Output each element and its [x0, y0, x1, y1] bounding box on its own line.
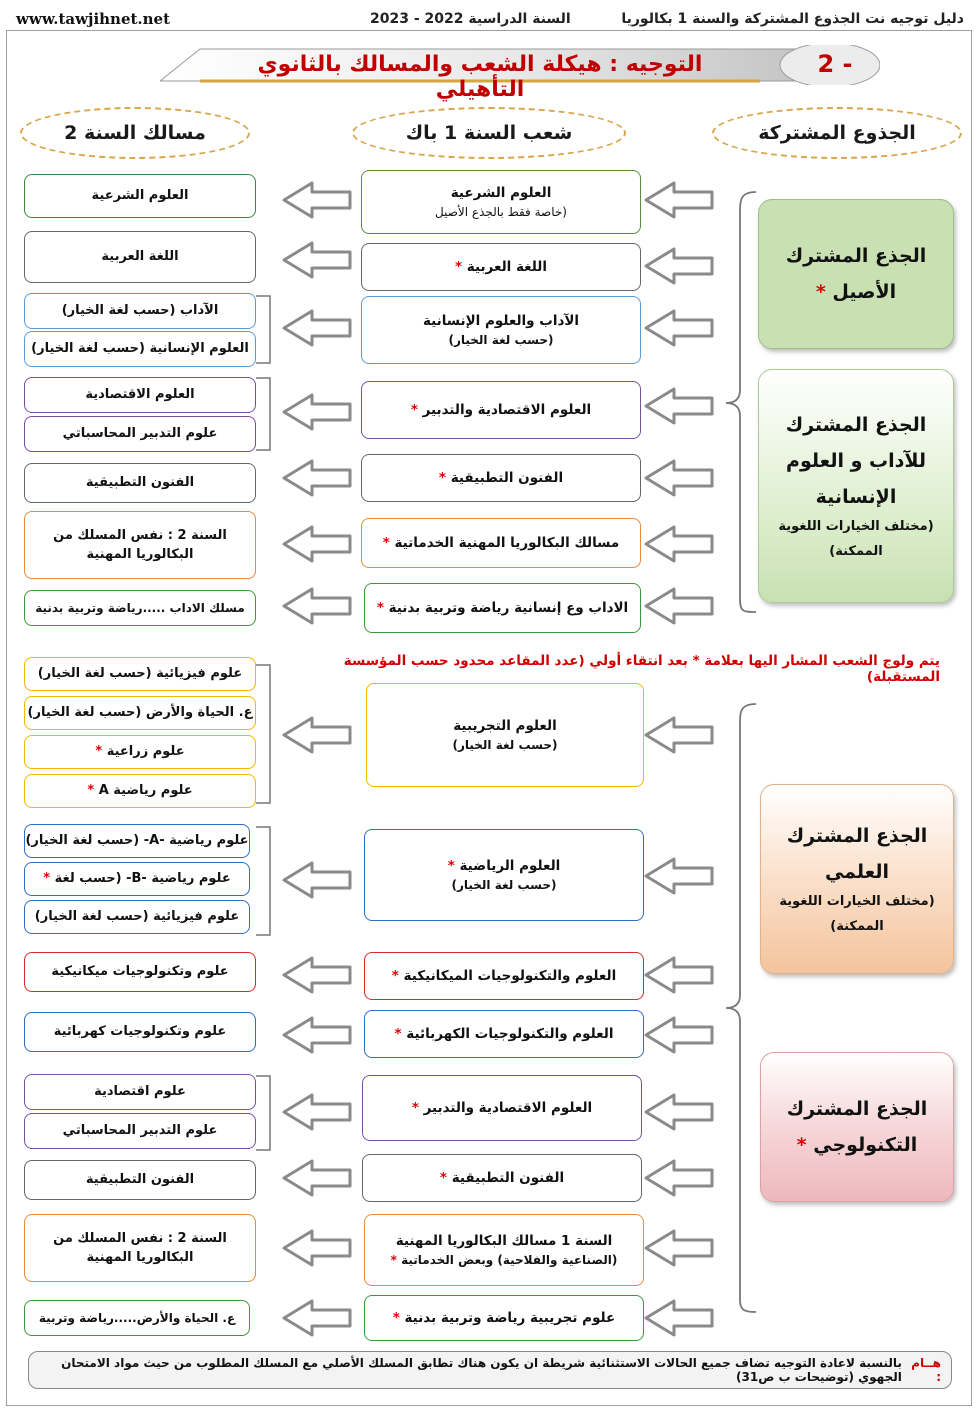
y1-eco2-title: العلوم الاقتصادية والتدبير — [423, 1099, 593, 1116]
y1-mech-star: * — [391, 967, 399, 984]
arrow-trunk-letters — [646, 311, 712, 345]
trunk-original-star: * — [815, 281, 826, 303]
y2-agri-star: * — [95, 744, 103, 760]
y2-math-b-star: * — [43, 871, 51, 887]
y1-prof2-sub-wrap — [391, 1251, 618, 1269]
arrow-y1-elec — [284, 1018, 350, 1052]
trunk-science — [760, 784, 954, 974]
y1-arabic-wrap — [455, 257, 547, 277]
y1-sharia — [361, 170, 641, 234]
y2-prof2 — [24, 1214, 256, 1282]
arrow-trunk-arabic — [646, 249, 712, 283]
y2-prof — [24, 511, 256, 579]
guide-title: دليل توجيه نت الجذوع المشتركة والسنة 1 بكالوريا — [621, 11, 964, 27]
y1-arabic-title: اللغة العربية — [466, 258, 547, 275]
arrow-y1-arts1 — [284, 461, 350, 495]
y1-prof1-title: مسالك البكالوريا المهنية الخدماتية — [394, 534, 620, 551]
y1-arabic-star: * — [455, 258, 463, 275]
y1-sharia-title: العلوم الشرعية — [450, 184, 552, 201]
y2-prof-line2: البكالوريا المهنية — [86, 547, 194, 562]
arrow-y1-prof2 — [284, 1231, 350, 1265]
arrow-trunk-eco1 — [646, 389, 712, 423]
y1-prof2-title: السنة 1 مسالك البكالوريا المهنية — [395, 1232, 613, 1249]
y1-eco2 — [362, 1075, 642, 1141]
y2-sport: مسلك الاداب .....رياضة وتربية بدنية — [24, 590, 256, 626]
trunk-letters — [758, 369, 954, 603]
y1-prof2-star: * — [390, 1253, 397, 1268]
y1-prof2-sub: (الصناعية والفلاحية) وبعض الخدماتية — [401, 1253, 618, 1268]
footer-label: هــام : — [911, 1356, 941, 1384]
y1-arts2-title: الفنون التطبيقية — [451, 1169, 565, 1186]
y2-eco-b: علوم التدبير المحاسباتي — [24, 416, 256, 452]
arrow-trunk-exp — [646, 718, 712, 752]
arrow-y1-letters — [284, 311, 350, 345]
y2-eco-b2: علوم التدبير المحاسباتي — [24, 1113, 256, 1149]
y1-math — [364, 829, 644, 921]
y2-agri-wrap — [95, 742, 184, 762]
trunk-science-line1: الجذع المشترك — [786, 825, 928, 848]
y1-arabic — [361, 243, 641, 291]
y1-sport1-title: الاداب وع إنسانية رياضة وتربية بدنية — [388, 599, 629, 616]
trunk-tech-line2-wrap — [797, 1127, 918, 1163]
trunk-letters-line2: للآداب و العلوم — [786, 450, 926, 473]
trunk-letters-line3: الإنسانية — [815, 486, 897, 509]
y2-letters-b: العلوم الإنسانية (حسب لغة الخيار) — [24, 331, 256, 367]
y2-math-a-exp-wrap — [87, 781, 192, 801]
trunk-science-line2: العلمي — [824, 861, 890, 884]
arrow-trunk-sharia — [646, 183, 712, 217]
y2-arabic: اللغة العربية — [24, 231, 256, 283]
y1-sport1 — [364, 583, 641, 633]
y1-mech-title: العلوم والتكنولوجيات الميكانيكية — [403, 967, 617, 984]
y2-elec: علوم وتكنولوجيات كهربائية — [24, 1012, 256, 1052]
y2-eco-a: العلوم الاقتصادية — [24, 377, 256, 413]
arrow-y1-prof1 — [284, 527, 350, 561]
arrow-trunk-sport2 — [646, 1301, 712, 1335]
trunk-letters-note2: الممكنة) — [829, 544, 883, 560]
y1-exp-title: العلوم التجريبية — [453, 717, 557, 734]
school-year: السنة الدراسية 2022 - 2023 — [370, 11, 571, 27]
y1-elec-wrap — [395, 1024, 614, 1044]
y1-arts2 — [362, 1154, 642, 1202]
y1-sport1-star: * — [376, 599, 384, 616]
y2-math-b-title: علوم رياضية -B- (حسب لغة — [54, 871, 231, 887]
y1-arts2-star: * — [439, 1169, 447, 1186]
y2-math-a: علوم رياضية -A- (حسب لغة الخيار) — [24, 824, 250, 858]
arrow-trunk-eco2 — [646, 1095, 712, 1129]
website-url[interactable]: www.tawjihnet.net — [16, 10, 171, 28]
trunk-original-line2-wrap — [816, 274, 896, 310]
y2-mech: علوم وتكنولوجيات ميكانيكية — [24, 952, 256, 992]
arrow-y1-eco1 — [284, 395, 350, 429]
trunk-letters-line1: الجذع المشترك — [785, 414, 927, 437]
y1-arts2-wrap — [440, 1168, 564, 1188]
y1-mech-wrap — [392, 966, 617, 986]
footer-text: بالنسبة لاعادة التوجيه تضاف جميع الحالات الاستثنائية شريطة ان يكون هناك تطابق المسلك الأصلي مع المسلك المطلوب من حيث مواد الامتحان الجهوي (توضيحات ب ص31) — [61, 1356, 902, 1384]
y1-elec — [364, 1010, 644, 1058]
star-note: يتم ولوج الشعب المشار اليها بعلامة * بعد انتقاء أولي (عدد المقاعد محدود حسب المؤسسة المستقبلة) — [343, 653, 940, 685]
y2-svt: ع. الحياة والأرض (حسب لغة الخيار) — [24, 696, 256, 730]
trunk-original — [758, 199, 954, 349]
y2-sharia: العلوم الشرعية — [24, 174, 256, 218]
y2-math-a-exp-star: * — [87, 783, 95, 799]
y1-sharia-sub: (خاصة فقط بالجذع الأصيل — [435, 205, 567, 220]
y1-arts1-star: * — [438, 469, 446, 486]
y1-eco2-wrap — [412, 1098, 592, 1118]
arrow-trunk-math — [646, 859, 712, 893]
arrow-y1-sport1 — [284, 589, 350, 623]
y1-math-sub: (حسب لغة الخيار) — [451, 878, 557, 893]
y2-letters-a: الآداب (حسب لغة الخيار) — [24, 293, 256, 329]
arrow-trunk-arts2 — [646, 1161, 712, 1195]
y1-prof1 — [361, 518, 641, 568]
y2-math-b — [24, 862, 250, 896]
y1-exp — [366, 683, 644, 787]
y2-math-b-wrap — [43, 869, 230, 889]
y2-math-a-exp — [24, 774, 256, 808]
trunk-original-line2: الأصيل — [832, 281, 897, 303]
y1-sport2-star: * — [392, 1309, 400, 1326]
y2-phys2: علوم فيزيائية (حسب لغة الخيار) — [24, 900, 250, 934]
y1-letters-title: الآداب والعلوم الإنسانية — [422, 312, 580, 329]
y2-agri — [24, 735, 256, 769]
y1-sport1-wrap — [377, 598, 628, 618]
y1-prof1-wrap — [383, 533, 620, 553]
arrow-y1-arabic — [284, 243, 350, 277]
header-second-year: مسالك السنة 2 — [20, 107, 250, 159]
banner-number: 2 - — [817, 50, 853, 78]
arrow-y1-exp — [284, 718, 350, 752]
y1-letters — [361, 296, 641, 364]
y1-arts1-title: الفنون التطبيقية — [450, 469, 564, 486]
arrow-y1-mech — [284, 958, 350, 992]
trunk-letters-note1: (مختلف الخيارات اللغوية — [778, 519, 934, 535]
y1-math-wrap — [448, 856, 561, 876]
y2-arts2: الفنون التطبيقية — [24, 1160, 256, 1200]
y2-math-a-exp-title: علوم رياضية A — [98, 783, 193, 799]
banner-title: التوجيه : هيكلة الشعب والمسالك بالثانوي التأهيلي — [257, 52, 703, 102]
y2-agri-title: علوم زراعية — [106, 744, 185, 760]
arrow-trunk-elec — [646, 1018, 712, 1052]
y2-prof2-line2: البكالوريا المهنية — [86, 1250, 194, 1265]
trunk-tech-line2: التكنولوجي — [813, 1134, 918, 1156]
y1-eco1 — [361, 381, 641, 439]
y1-eco1-star: * — [410, 401, 418, 418]
y2-sport2: ع. الحياة والأرض.....رياضة وتربية — [24, 1300, 250, 1336]
y1-sport2-title: علوم تجريبية رياضة وتربية بدنية — [404, 1309, 616, 1326]
arrow-trunk-arts1 — [646, 461, 712, 495]
trunk-tech — [760, 1052, 954, 1202]
trunk-tech-star: * — [796, 1134, 807, 1156]
footer-note — [28, 1351, 952, 1389]
y2-arts: الفنون التطبيقية — [24, 463, 256, 503]
y1-eco1-wrap — [411, 400, 591, 420]
y1-arts1-wrap — [439, 468, 563, 488]
y2-prof2-line1: السنة 2 : نفس المسلك من — [53, 1230, 227, 1246]
y1-math-title: العلوم الرياضية — [459, 857, 561, 874]
arrow-y1-eco2 — [284, 1095, 350, 1129]
arrow-trunk-sport1 — [646, 589, 712, 623]
header-first-year: شعب السنة 1 باك — [352, 107, 626, 159]
trunk-original-line1: الجذع المشترك — [785, 244, 927, 267]
y1-prof2 — [364, 1214, 644, 1286]
arrow-y1-sharia — [284, 183, 350, 217]
trunk-science-note2: الممكنة) — [830, 919, 884, 935]
arrow-y1-sport2 — [284, 1301, 350, 1335]
y1-elec-title: العلوم والتكنولوجيات الكهربائية — [406, 1025, 614, 1042]
header-common-cores: الجذوع المشتركة — [712, 107, 962, 159]
y2-prof-line1: السنة 2 : نفس المسلك من — [53, 527, 227, 543]
y1-letters-sub: (حسب لغة الخيار) — [448, 333, 554, 348]
trunk-science-note1: (مختلف الخيارات اللغوية — [779, 894, 935, 910]
y1-prof1-star: * — [382, 534, 390, 551]
y1-sport2-wrap — [393, 1308, 616, 1328]
arrow-trunk-prof1 — [646, 527, 712, 561]
y1-sport2 — [364, 1295, 644, 1341]
y2-phys: علوم فيزيائية (حسب لغة الخيار) — [24, 657, 256, 691]
y1-elec-star: * — [394, 1025, 402, 1042]
arrow-trunk-prof2 — [646, 1231, 712, 1265]
y2-eco-a2: علوم اقتصادية — [24, 1074, 256, 1110]
y1-math-star: * — [447, 857, 455, 874]
y1-eco1-title: العلوم الاقتصادية والتدبير — [422, 401, 592, 418]
y1-eco2-star: * — [411, 1099, 419, 1116]
arrow-trunk-mech — [646, 958, 712, 992]
y1-arts1 — [361, 454, 641, 502]
y1-mech — [364, 952, 644, 1000]
y1-exp-sub: (حسب لغة الخيار) — [452, 738, 558, 753]
arrow-y1-arts2 — [284, 1161, 350, 1195]
arrow-y1-math — [284, 863, 350, 897]
trunk-tech-line1: الجذع المشترك — [786, 1097, 928, 1120]
